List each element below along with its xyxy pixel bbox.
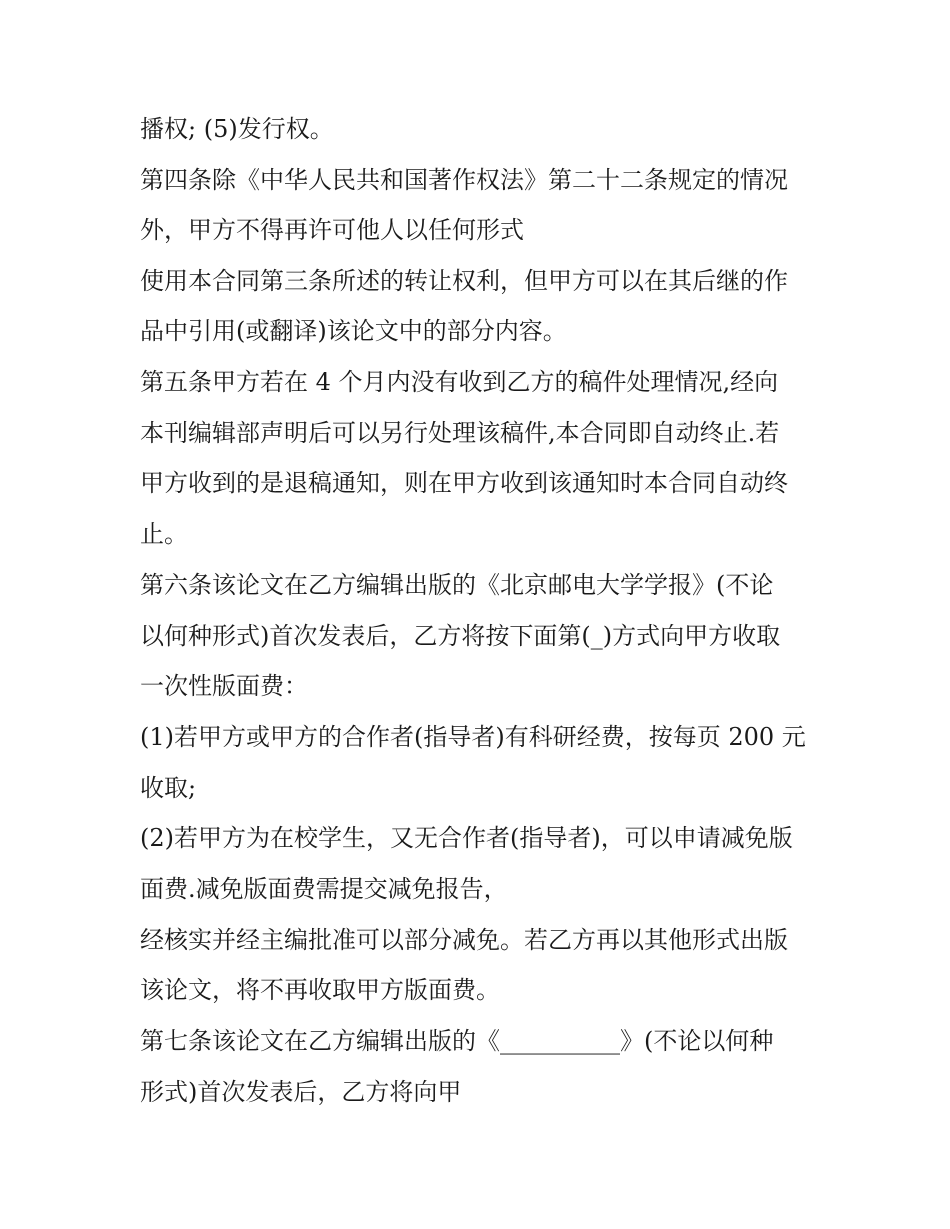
text-line: 甲方收到的是退稿通知，则在甲方收到该通知时本合同自动终 — [140, 469, 788, 497]
text-line: 使用本合同第三条所述的转让权利，但甲方可以在其后继的作 — [140, 267, 788, 295]
text-line: 形式)首次发表后，乙方将向甲 — [140, 1078, 462, 1106]
text-line: 以何种形式)首次发表后，乙方将按下面第(_)方式向甲方收取 — [140, 622, 781, 650]
text-line: 该论文，将不再收取甲方版面费。 — [140, 976, 500, 1004]
text-line: 止。 — [140, 520, 188, 548]
text-line: (1)若甲方或甲方的合作者(指导者)有科研经费，按每页 200 元 — [140, 723, 806, 751]
text-line: (2)若甲方为在校学生，又无合作者(指导者)，可以申请减免版 — [140, 824, 793, 852]
text-line: 第六条该论文在乙方编辑出版的《北京邮电大学学报》(不论 — [140, 571, 774, 599]
text-line: 播权; (5)发行权。 — [140, 115, 334, 143]
text-line: 第四条除《中华人民共和国著作权法》第二十二条规定的情况 — [140, 166, 788, 194]
text-line: 经核实并经主编批准可以部分减免。若乙方再以其他形式出版 — [140, 926, 788, 954]
text-line: 收取; — [140, 774, 197, 802]
text-line: 第七条该论文在乙方编辑出版的《__________》(不论以何种 — [140, 1027, 774, 1055]
text-line: 本刊编辑部声明后可以另行处理该稿件,本合同即自动终止.若 — [140, 419, 780, 447]
text-line: 品中引用(或翻译)该论文中的部分内容。 — [140, 317, 567, 345]
text-line: 一次性版面费： — [140, 672, 308, 700]
text-line: 第五条甲方若在 4 个月内没有收到乙方的稿件处理情况,经向 — [140, 368, 779, 396]
text-line: 外，甲方不得再许可他人以任何形式 — [140, 216, 524, 244]
text-line: 面费.减免版面费需提交减免报告， — [140, 875, 508, 903]
